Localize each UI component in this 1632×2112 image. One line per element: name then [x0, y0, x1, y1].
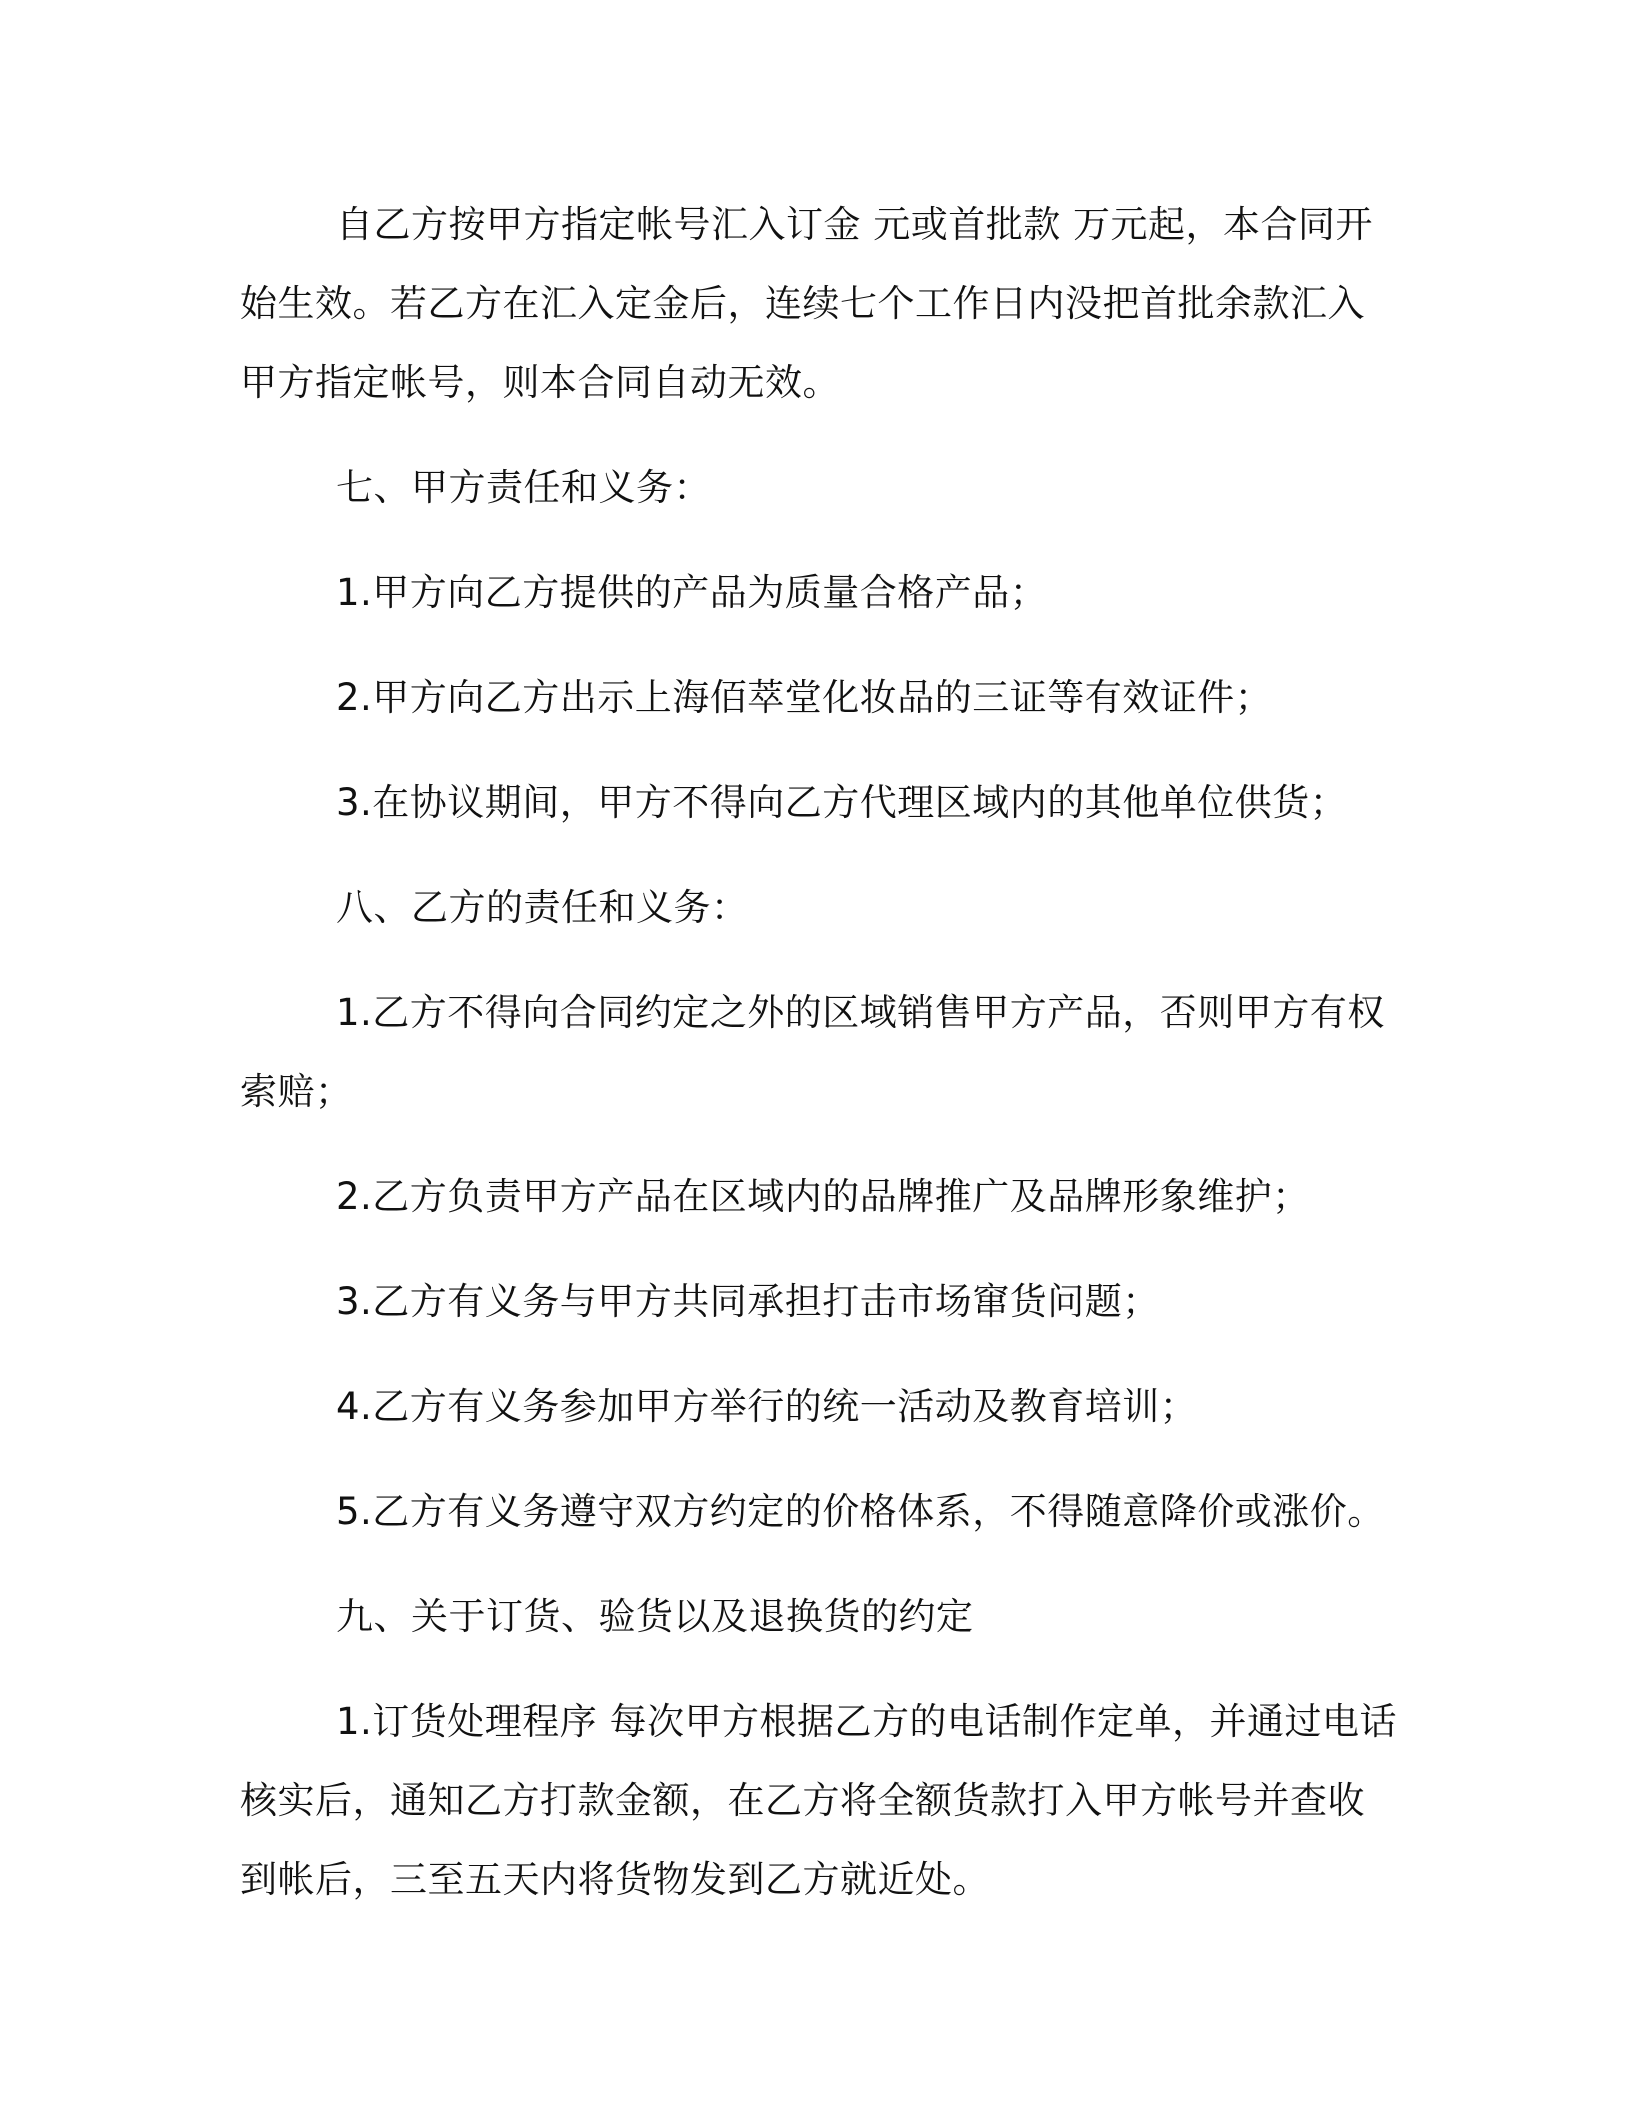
- ordering-procedure-1: 1.订货处理程序 每次甲方根据乙方的电话制作定单，并通过电话核实后，通知乙方打款金额，在乙方将全额货款打入甲方帐号并查收到帐后，三至五天内将货物发到乙方就近处。: [240, 1700, 1398, 1901]
- paragraph-effective-date: 自乙方按甲方指定帐号汇入订金 元或首批款 万元起，本合同开始生效。若乙方在汇入定金后，连续七个工作日内没把首批余款汇入甲方指定帐号，则本合同自动无效。: [240, 203, 1374, 404]
- party-b-duty-5: 5.乙方有义务遵守双方约定的价格体系，不得随意降价或涨价。: [336, 1490, 1385, 1533]
- party-b-duty-2: 2.乙方负责甲方产品在区域内的品牌推广及品牌形象维护；: [336, 1175, 1310, 1218]
- document-body: [240, 185, 1400, 1919]
- party-a-duty-3: 3.在协议期间，甲方不得向乙方代理区域内的其他单位供货；: [336, 781, 1348, 824]
- heading-ordering-agreement: 九、关于订货、验货以及退换货的约定: [336, 1595, 974, 1638]
- party-a-duty-1: 1.甲方向乙方提供的产品为质量合格产品；: [336, 571, 1048, 614]
- party-b-duty-3: 3.乙方有义务与甲方共同承担打击市场窜货问题；: [336, 1280, 1160, 1323]
- heading-party-a-duties: 七、甲方责任和义务：: [336, 466, 711, 509]
- party-a-duty-2: 2.甲方向乙方出示上海佰萃堂化妆品的三证等有效证件；: [336, 676, 1273, 719]
- party-b-duty-1: 1.乙方不得向合同约定之外的区域销售甲方产品，否则甲方有权索赔；: [240, 991, 1385, 1113]
- heading-party-b-duties: 八、乙方的责任和义务：: [336, 886, 749, 929]
- party-b-duty-4: 4.乙方有义务参加甲方举行的统一活动及教育培训；: [336, 1385, 1198, 1428]
